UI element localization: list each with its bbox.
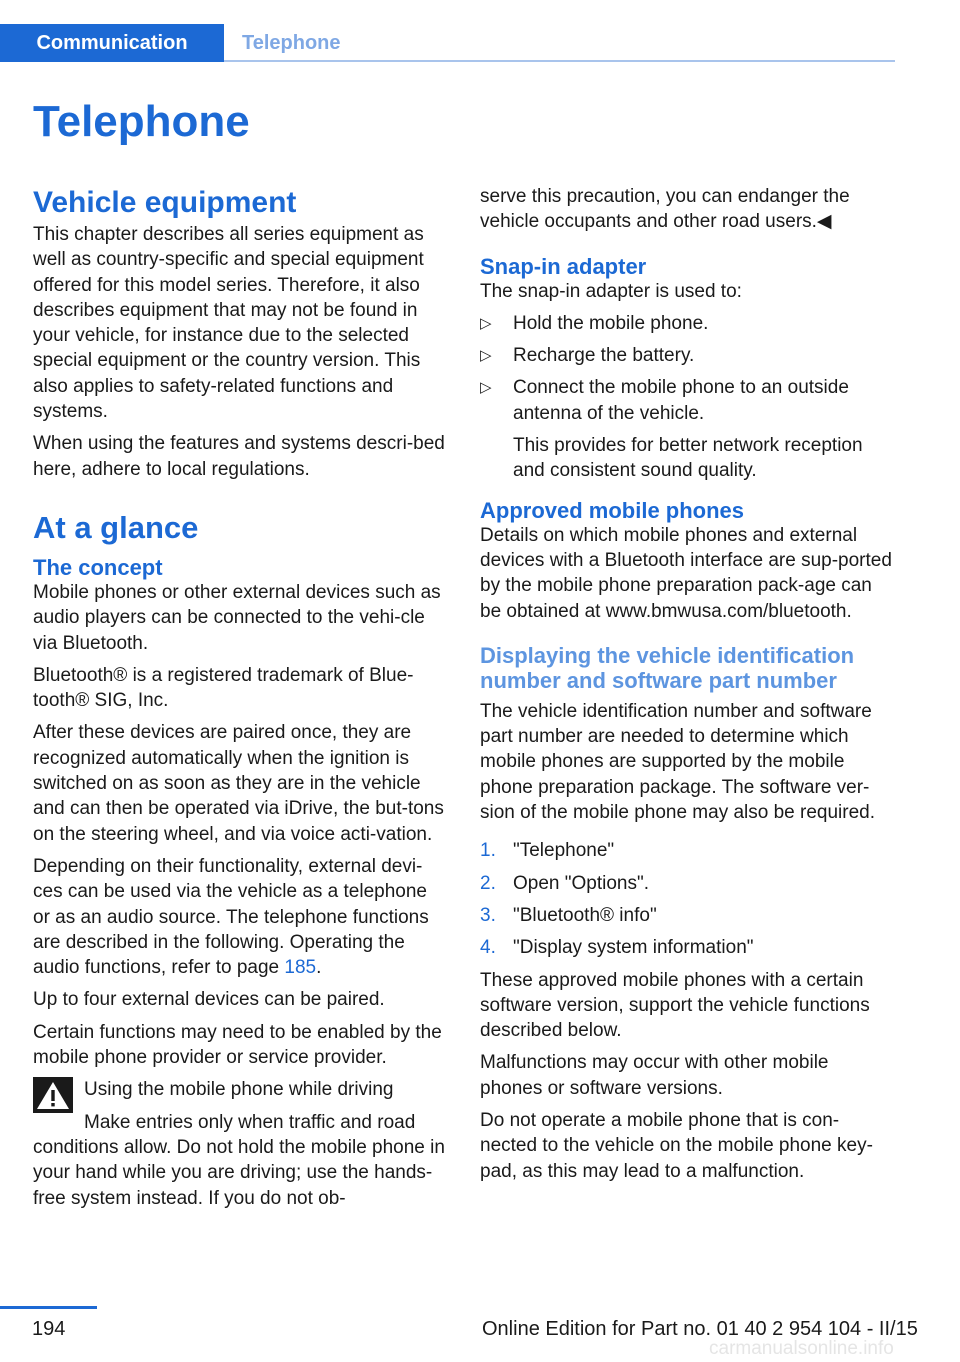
warning-body-indented: Make entries only when traffic and road: [84, 1111, 416, 1133]
concept-paragraph-4: [33, 854, 449, 980]
concept-paragraph-2: Bluetooth® is a registered trademark of Blue‐tooth® SIG, Inc.: [33, 664, 414, 712]
concept-paragraph-4-end: .: [316, 957, 322, 979]
snap-in-adapter-heading: Snap-in adapter: [480, 253, 647, 279]
header-rule: [224, 60, 895, 62]
warning-triangle-icon: [33, 1077, 73, 1113]
edition-note: Online Edition for Part no. 01 40 2 954 104 - II/15: [482, 1318, 918, 1340]
list-item: ▷ Connect the mobile phone to an outside antenna of the vehicle. This provides for better network reception and consistent sound quality.: [480, 375, 896, 483]
concept-paragraph-4-text: Depending on their functionality, external devi‐ces can be used via the vehicle as a telephone or as an audio source. The telephone functions are described in the following. Operating the audio functions, refer to page: [33, 855, 429, 979]
approved-paragraph: Details on which mobile phones and external devices with a Bluetooth interface are sup‐ported by the mobile phone preparation pack‐age can be obtained at www.bmwusa.com/bluetooth.: [480, 524, 892, 622]
right-column: [480, 184, 896, 1191]
concept-heading: The concept: [33, 554, 163, 580]
warning-title: Using the mobile phone while driving: [84, 1079, 394, 1101]
header-tabs: [0, 24, 895, 62]
snap-in-note: This provides for better network reception and consistent sound quality.: [513, 435, 863, 482]
warning-continued: serve this precaution, you can endanger the vehicle occupants and other road users.◀: [480, 186, 850, 233]
bullet-marker: ▷: [480, 314, 492, 332]
page-reference-link[interactable]: 185: [284, 957, 317, 979]
list-item: ▷ Recharge the battery.: [480, 343, 896, 368]
concept-paragraph-6: Certain functions may need to be enabled by the mobile phone provider or service provider.: [33, 1021, 442, 1069]
vin-heading: Displaying the vehicle identification number and software part number: [480, 642, 855, 693]
vehicle-equipment-paragraph-1: This chapter describes all series equipment as well as country-specific and special equipment offered for this model series. Therefore, it also describes equipment that may not be found in your vehicle, for instance due to the selected special equipment or the country version. This also applies to safety-related functions and systems.: [33, 224, 424, 423]
after-steps-paragraph-2: Malfunctions may occur with other mobile phones or software versions.: [480, 1052, 829, 1099]
list-item: 2. Open "Options".: [480, 872, 650, 894]
snap-in-intro: The snap-in adapter is used to:: [480, 280, 742, 302]
concept-paragraph-3: After these devices are paired once, they are recognized automatically when the ignition is switched on as soon as they are in the vehicle and can then be operated via iDrive, the but‐tons on the steering wheel, and via voice acti‐vation.: [33, 722, 444, 845]
list-item: 4. "Display system information": [480, 937, 754, 959]
concept-paragraph-5: Up to four external devices can be paired.: [33, 989, 385, 1011]
watermark: carmanualsonline.info: [709, 1338, 894, 1359]
warning-box: [33, 1077, 449, 1210]
concept-paragraph-1: Mobile phones or other external devices such as audio players can be connected to the vehi‐cle via Bluetooth.: [33, 581, 441, 654]
steps-list: [480, 838, 896, 960]
left-column: [33, 184, 449, 1211]
list-item: ▷ Hold the mobile phone.: [480, 311, 896, 336]
list-item: 1. "Telephone": [480, 840, 615, 862]
page-title: Telephone: [33, 97, 250, 146]
footer-rule: [0, 1306, 97, 1309]
after-steps-paragraph-1: These approved mobile phones with a certain software version, support the vehicle functions described below.: [480, 969, 870, 1042]
vehicle-equipment-paragraph-2: When using the features and systems descri‐bed here, adhere to local regulations.: [33, 433, 445, 480]
warning-body: conditions allow. Do not hold the mobile phone in your hand while you are driving; use the hands-free system instead. If you do not ob‐: [33, 1136, 445, 1209]
list-item: 3. "Bluetooth® info": [480, 904, 657, 926]
approved-mobile-phones-heading: Approved mobile phones: [480, 497, 745, 523]
after-steps-paragraph-3: Do not operate a mobile phone that is con‐nected to the vehicle on the mobile phone key‐pad, as this may lead to a malfunction.: [480, 1110, 873, 1182]
bullet-marker: ▷: [480, 347, 492, 365]
bullet-marker: ▷: [480, 379, 492, 397]
vin-paragraph: The vehicle identification number and software part number are needed to determine which mobile phones are supported by the mobile phone preparation package. The software ver‐sion of the mobile phone may also be required.: [480, 700, 876, 824]
snap-in-list: [480, 311, 896, 484]
tab-communication[interactable]: Communication: [0, 24, 224, 62]
tab-telephone[interactable]: Telephone: [242, 31, 341, 54]
page-number: 194: [32, 1318, 66, 1340]
at-a-glance-heading: At a glance: [33, 509, 199, 545]
vehicle-equipment-heading: Vehicle equipment: [33, 186, 297, 219]
